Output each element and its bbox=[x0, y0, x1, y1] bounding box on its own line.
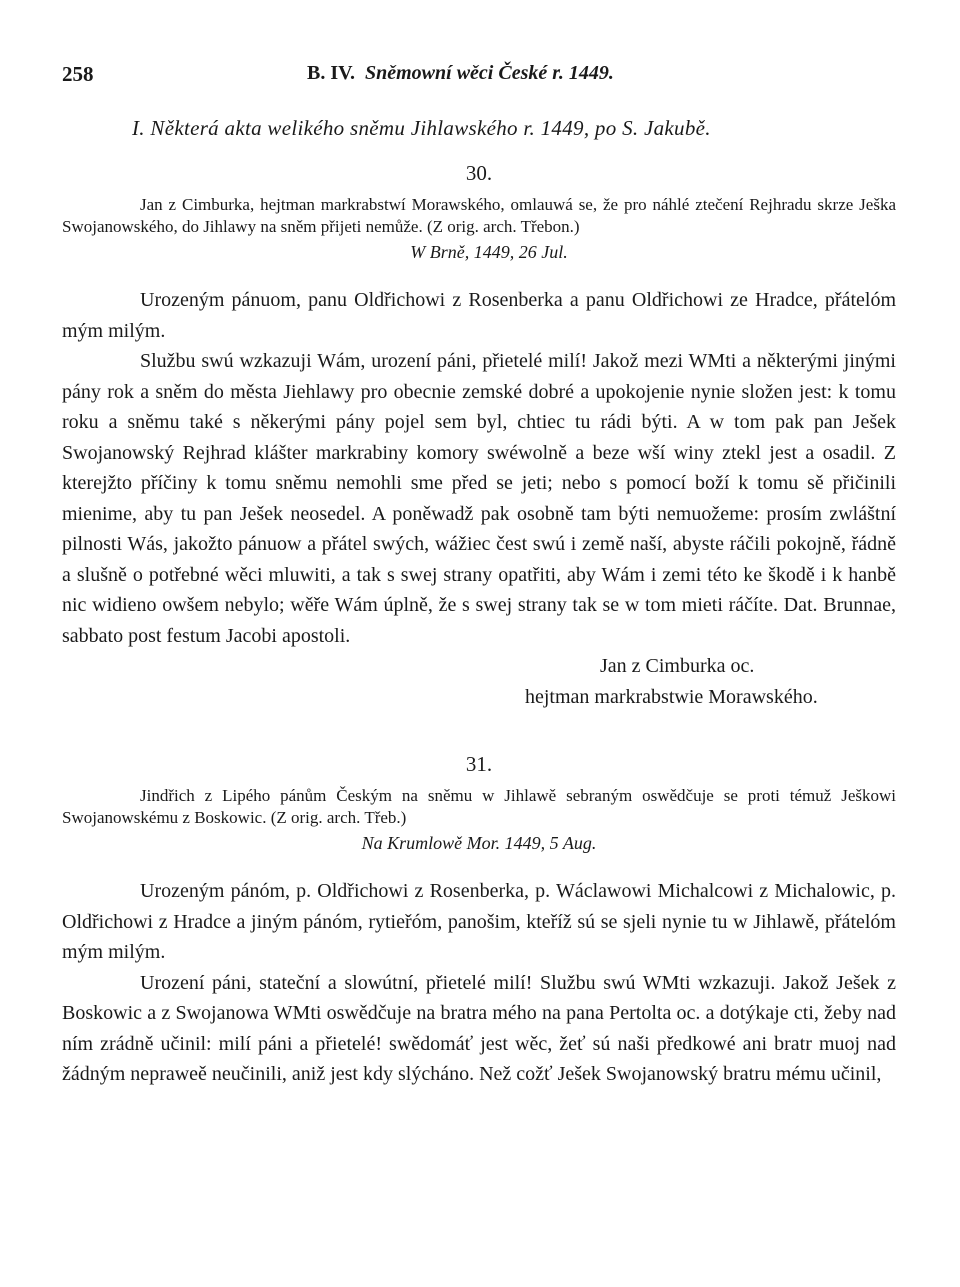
address-paragraph: Urozeným pánuom, panu Oldřichowi z Rosenberka a panu Oldřichowi ze Hradce, přátelóm mým milým. bbox=[62, 289, 896, 342]
address-paragraph: Urozeným pánóm, p. Oldřichowi z Rosenberka, p. Wáclawowi Michalcowi z Michalowic, p. Oldřichowi z Hradce a jiným pánóm, rytieřóm, panošim, kteříž sú se sjeli nynie tu w Jihlawě, přátelóm mým milým. bbox=[62, 880, 896, 963]
document-number: 30. bbox=[465, 161, 493, 185]
volume-label: B. IV. bbox=[307, 62, 355, 84]
document-dateline: W Brně, 1449, 26 Jul. bbox=[410, 242, 568, 262]
document-number: 31. bbox=[465, 752, 493, 776]
section-heading: I. Některá akta welikého sněmu Jihlawského r. 1449, po S. Jakubě. bbox=[132, 116, 711, 140]
letter-body-paragraph: Urození páni, stateční a slowútní, přietelé milí! Službu swú WMti wzkazuji. Jakož Ješek z Boskowic a z Swojanowa WMti oswědčuje na bratra mého na pana Pertolta oc. a dotýkaje cti, žeby nad ním zrádně učinil: milí páni a přietelé! swědomáť jest wěc, žeť sú naši předkowé ani bratr muoj nad žádným nepraweě neučinili, aniž jest kdy slýcháno. Než cožť Ješek Swojanowský bratru mému učinil, bbox=[62, 971, 896, 1085]
volume-title: Sněmowní wěci České r. 1449. bbox=[365, 62, 614, 84]
signature-title: hejtman markrabstwie Morawského. bbox=[525, 685, 818, 708]
document-dateline: Na Krumlowě Mor. 1449, 5 Aug. bbox=[361, 833, 597, 853]
running-title bbox=[307, 62, 614, 85]
page-number: 258 bbox=[62, 62, 94, 86]
document-regest: Jindřich z Lipého pánům Českým na sněmu w Jihlawě sebraným oswědčuje se proti témuž Ješkowi Swojanowskému z Boskowic. (Z orig. arch. Třeb.) bbox=[62, 786, 896, 827]
running-head bbox=[62, 62, 896, 92]
page bbox=[62, 62, 896, 1090]
document-regest: Jan z Cimburka, hejtman markrabstwí Morawského, omlauwá se, že pro náhlé ztečení Rejhradu skrze Ješka Swojanowského, do Jihlawy na sněm přijeti nemůže. (Z orig. arch. Třebon.) bbox=[62, 195, 896, 236]
letter-body-paragraph: Službu swú wzkazuji Wám, urození páni, přietelé milí! Jakož mezi WMti a některými jinými pány rok a sněm do města Jiehlawy pro obecnie zemské dobré a upokojenie nynie složen jest: k tomu roku a sněmu také s někerými pány pojel sem byl, chtiec tu rádi býti. A w tom pak pan Ješek Swojanowský Rejhrad klášter markrabiny komory swéwolně a beze wší winy ztekl jest a osadil. Z kterejžto příčiny k tomu sněmu nemohli sme před se jeti; nebo s pomocí boží k tomu sě přičinili mienime, aby tu pan Ješek neosedel. A poněwadž pak osobně tam býti nemuožeme: prosím zwláštní pilnosti Wás, jakožto pánuow a přátel swých, wážiec čest swú i země naší, abyste ráčili pokojně, řádně a slušně o potřebné wěci mluwiti, a tak s swej strany opatřiti, aby Wám i zemi této ke škodě i k hanbě nic widieno owšem nebylo; wěře Wám úplně, že s swej strany tak se w tom mieti ráčíte. Dat. Brunnae, sabbato post festum Jacobi apostoli. bbox=[62, 350, 896, 647]
signature-name: Jan z Cimburka oc. bbox=[600, 655, 755, 677]
